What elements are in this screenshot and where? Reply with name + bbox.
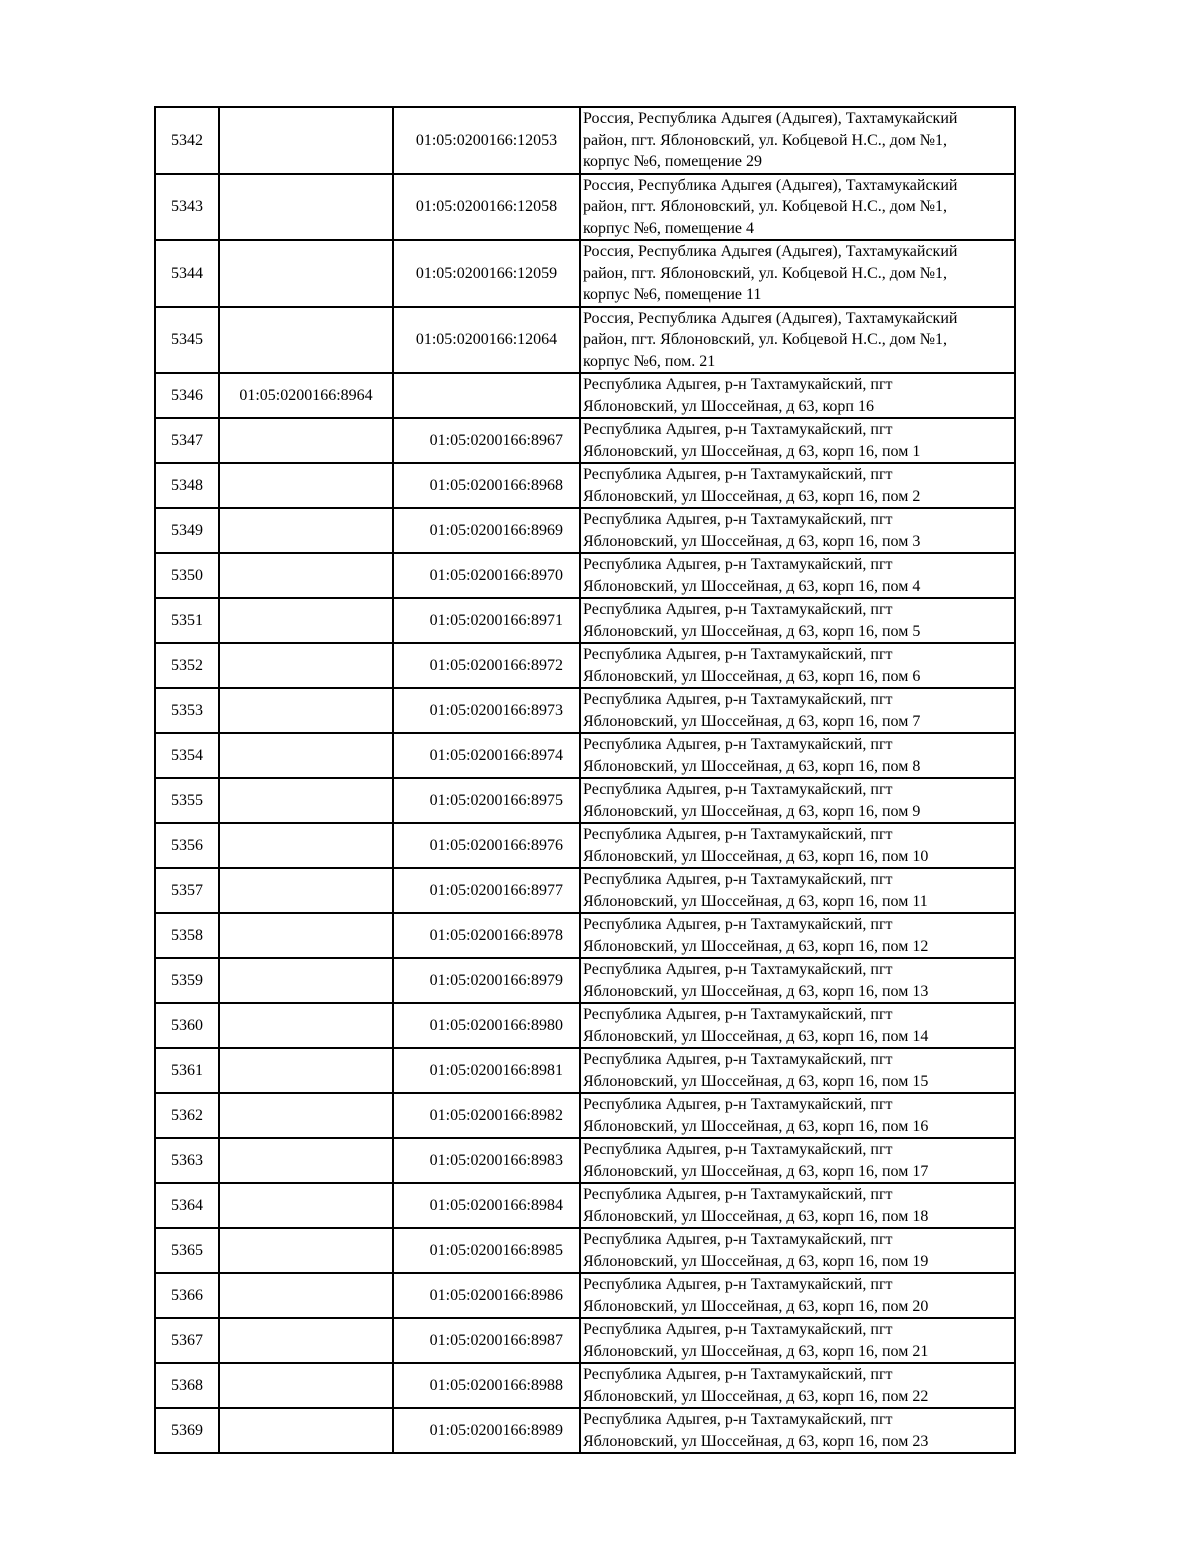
row-number: 5356 <box>155 823 219 868</box>
parcel-number <box>219 1318 393 1363</box>
table-row <box>155 1183 1015 1228</box>
address-line: корпус №6, пом. 21 <box>583 352 716 370</box>
table-row <box>155 463 1015 508</box>
address-line: Республика Адыгея, р-н Тахтамукайский, пгт <box>583 1411 893 1428</box>
address-cell <box>580 778 1015 823</box>
address-cell <box>580 1138 1015 1183</box>
address-line: район, пгт. Яблоновский, ул. Кобцевой Н.С., дом №1, <box>583 198 947 215</box>
address-line: Яблоновский, ул Шоссейная, д 63, корп 16, пом 23 <box>583 1432 929 1450</box>
address-line: район, пгт. Яблоновский, ул. Кобцевой Н.С., дом №1, <box>583 131 947 149</box>
address-line: Республика Адыгея, р-н Тахтамукайский, пгт <box>583 511 893 528</box>
row-number: 5343 <box>155 174 219 241</box>
parcel-number <box>219 508 393 553</box>
address-line: Республика Адыгея, р-н Тахтамукайский, пгт <box>583 1096 893 1113</box>
address-cell <box>580 1318 1015 1363</box>
address-line: Яблоновский, ул Шоссейная, д 63, корп 16, пом 3 <box>583 532 921 550</box>
parcel-number <box>219 1228 393 1273</box>
address-line: Республика Адыгея, р-н Тахтамукайский, пгт <box>583 1186 893 1203</box>
row-number: 5347 <box>155 418 219 463</box>
address-line: Яблоновский, ул Шоссейная, д 63, корп 16, пом 1 <box>583 442 921 460</box>
address-cell <box>580 1048 1015 1093</box>
cadastral-number: 01:05:0200166:8986 <box>393 1273 580 1318</box>
table-row <box>155 1228 1015 1273</box>
parcel-number <box>219 643 393 688</box>
table-row <box>155 553 1015 598</box>
address-line: Республика Адыгея, р-н Тахтамукайский, пгт <box>583 916 893 933</box>
address-cell <box>580 553 1015 598</box>
parcel-number <box>219 418 393 463</box>
cadastral-number: 01:05:0200166:12059 <box>393 240 580 307</box>
address-line: Яблоновский, ул Шоссейная, д 63, корп 16, пом 5 <box>583 622 921 640</box>
parcel-number <box>219 688 393 733</box>
address-line: Республика Адыгея, р-н Тахтамукайский, пгт <box>583 1141 893 1158</box>
cadastral-number: 01:05:0200166:8976 <box>393 823 580 868</box>
table-row <box>155 688 1015 733</box>
row-number: 5360 <box>155 1003 219 1048</box>
address-cell <box>580 418 1015 463</box>
address-cell <box>580 913 1015 958</box>
parcel-number <box>219 1048 393 1093</box>
address-line: Яблоновский, ул Шоссейная, д 63, корп 16, пом 20 <box>583 1297 929 1315</box>
row-number: 5348 <box>155 463 219 508</box>
table-row <box>155 1363 1015 1408</box>
cadastral-number: 01:05:0200166:8967 <box>393 418 580 463</box>
row-number: 5369 <box>155 1408 219 1453</box>
address-line: Яблоновский, ул Шоссейная, д 63, корп 16, пом 4 <box>583 577 921 595</box>
table-row <box>155 1093 1015 1138</box>
table-row <box>155 1408 1015 1453</box>
row-number: 5362 <box>155 1093 219 1138</box>
address-line: Яблоновский, ул Шоссейная, д 63, корп 16, пом 21 <box>583 1342 929 1360</box>
cadastral-number: 01:05:0200166:8982 <box>393 1093 580 1138</box>
address-line: Яблоновский, ул Шоссейная, д 63, корп 16, пом 8 <box>583 757 921 775</box>
cadastral-number <box>393 373 580 418</box>
parcel-number <box>219 1003 393 1048</box>
row-number: 5345 <box>155 307 219 374</box>
address-line: Яблоновский, ул Шоссейная, д 63, корп 16, пом 2 <box>583 487 921 505</box>
table-row <box>155 174 1015 241</box>
address-line: Яблоновский, ул Шоссейная, д 63, корп 16 <box>583 397 874 415</box>
row-number: 5354 <box>155 733 219 778</box>
cadastral-number: 01:05:0200166:12064 <box>393 307 580 374</box>
address-line: Республика Адыгея, р-н Тахтамукайский, пгт <box>583 556 893 573</box>
table-body <box>155 107 1015 1453</box>
address-line: район, пгт. Яблоновский, ул. Кобцевой Н.С., дом №1, <box>583 264 947 282</box>
cadastral-number: 01:05:0200166:8977 <box>393 868 580 913</box>
address-line: Яблоновский, ул Шоссейная, д 63, корп 16, пом 12 <box>583 937 929 955</box>
cadastral-number: 01:05:0200166:8972 <box>393 643 580 688</box>
address-cell <box>580 1228 1015 1273</box>
table-row <box>155 1138 1015 1183</box>
address-cell <box>580 1093 1015 1138</box>
cadastral-number: 01:05:0200166:8974 <box>393 733 580 778</box>
table-row <box>155 778 1015 823</box>
address-cell <box>580 463 1015 508</box>
parcel-number <box>219 553 393 598</box>
row-number: 5350 <box>155 553 219 598</box>
address-line: Россия, Республика Адыгея (Адыгея), Тахтамукайский <box>583 176 958 194</box>
cadastral-number: 01:05:0200166:8983 <box>393 1138 580 1183</box>
address-line: Республика Адыгея, р-н Тахтамукайский, пгт <box>583 691 893 708</box>
address-line: Республика Адыгея, р-н Тахтамукайский, пгт <box>583 1321 893 1338</box>
address-cell <box>580 733 1015 778</box>
row-number: 5363 <box>155 1138 219 1183</box>
address-cell <box>580 1003 1015 1048</box>
address-line: Республика Адыгея, р-н Тахтамукайский, пгт <box>583 1051 893 1068</box>
parcel-number <box>219 107 393 174</box>
property-table <box>154 106 1016 1454</box>
address-line: корпус №6, помещение 4 <box>583 219 755 237</box>
address-line: Республика Адыгея, р-н Тахтамукайский, пгт <box>583 376 893 393</box>
row-number: 5368 <box>155 1363 219 1408</box>
address-cell <box>580 1183 1015 1228</box>
address-cell <box>580 107 1015 174</box>
table-row <box>155 643 1015 688</box>
address-line: корпус №6, помещение 11 <box>583 286 762 303</box>
address-line: Республика Адыгея, р-н Тахтамукайский, пгт <box>583 421 893 438</box>
row-number: 5353 <box>155 688 219 733</box>
address-line: Республика Адыгея, р-н Тахтамукайский, пгт <box>583 961 893 978</box>
parcel-number <box>219 958 393 1003</box>
address-line: район, пгт. Яблоновский, ул. Кобцевой Н.С., дом №1, <box>583 331 947 348</box>
address-cell <box>580 307 1015 374</box>
address-line: Республика Адыгея, р-н Тахтамукайский, пгт <box>583 1006 893 1023</box>
parcel-number <box>219 1273 393 1318</box>
table-row <box>155 1318 1015 1363</box>
row-number: 5359 <box>155 958 219 1003</box>
row-number: 5349 <box>155 508 219 553</box>
table-row <box>155 418 1015 463</box>
address-cell <box>580 1408 1015 1453</box>
cadastral-number: 01:05:0200166:8987 <box>393 1318 580 1363</box>
table-row <box>155 107 1015 174</box>
parcel-number <box>219 174 393 241</box>
address-line: Яблоновский, ул Шоссейная, д 63, корп 16, пом 10 <box>583 847 929 865</box>
address-line: Республика Адыгея, р-н Тахтамукайский, пгт <box>583 781 893 798</box>
cadastral-number: 01:05:0200166:12058 <box>393 174 580 241</box>
address-cell <box>580 868 1015 913</box>
table-row <box>155 958 1015 1003</box>
parcel-number <box>219 1363 393 1408</box>
address-line: Республика Адыгея, р-н Тахтамукайский, пгт <box>583 466 893 483</box>
row-number: 5366 <box>155 1273 219 1318</box>
table-row <box>155 823 1015 868</box>
address-line: Яблоновский, ул Шоссейная, д 63, корп 16, пом 19 <box>583 1252 929 1270</box>
parcel-number <box>219 1183 393 1228</box>
table-row <box>155 598 1015 643</box>
address-line: Яблоновский, ул Шоссейная, д 63, корп 16, пом 17 <box>583 1162 929 1180</box>
row-number: 5367 <box>155 1318 219 1363</box>
parcel-number <box>219 307 393 374</box>
address-line: Республика Адыгея, р-н Тахтамукайский, пгт <box>583 871 893 888</box>
address-line: Яблоновский, ул Шоссейная, д 63, корп 16, пом 11 <box>583 892 928 910</box>
address-line: Республика Адыгея, р-н Тахтамукайский, пгт <box>583 1276 893 1293</box>
cadastral-number: 01:05:0200166:8968 <box>393 463 580 508</box>
cadastral-number: 01:05:0200166:8975 <box>393 778 580 823</box>
address-line: Яблоновский, ул Шоссейная, д 63, корп 16, пом 16 <box>583 1117 929 1135</box>
parcel-number <box>219 463 393 508</box>
address-cell <box>580 1273 1015 1318</box>
address-line: Яблоновский, ул Шоссейная, д 63, корп 16, пом 15 <box>583 1072 929 1090</box>
parcel-number <box>219 733 393 778</box>
address-line: Россия, Республика Адыгея (Адыгея), Тахтамукайский <box>583 110 958 127</box>
address-line: Яблоновский, ул Шоссейная, д 63, корп 16, пом 7 <box>583 712 921 730</box>
address-cell <box>580 174 1015 241</box>
parcel-number <box>219 913 393 958</box>
address-line: Россия, Республика Адыгея (Адыгея), Тахтамукайский <box>583 309 958 327</box>
address-line: корпус №6, помещение 29 <box>583 153 763 170</box>
table-row <box>155 508 1015 553</box>
address-cell <box>580 598 1015 643</box>
parcel-number <box>219 868 393 913</box>
address-line: Республика Адыгея, р-н Тахтамукайский, пгт <box>583 736 893 753</box>
address-line: Республика Адыгея, р-н Тахтамукайский, пгт <box>583 1366 893 1383</box>
table-row <box>155 373 1015 418</box>
parcel-number <box>219 823 393 868</box>
cadastral-number: 01:05:0200166:8973 <box>393 688 580 733</box>
cadastral-number: 01:05:0200166:12053 <box>393 107 580 174</box>
cadastral-number: 01:05:0200166:8978 <box>393 913 580 958</box>
address-cell <box>580 688 1015 733</box>
cadastral-number: 01:05:0200166:8969 <box>393 508 580 553</box>
parcel-number <box>219 240 393 307</box>
address-line: Яблоновский, ул Шоссейная, д 63, корп 16, пом 6 <box>583 667 921 685</box>
row-number: 5358 <box>155 913 219 958</box>
table-row <box>155 868 1015 913</box>
row-number: 5361 <box>155 1048 219 1093</box>
address-line: Яблоновский, ул Шоссейная, д 63, корп 16, пом 9 <box>583 802 921 820</box>
parcel-number <box>219 778 393 823</box>
address-line: Республика Адыгея, р-н Тахтамукайский, пгт <box>583 646 893 663</box>
address-line: Россия, Республика Адыгея (Адыгея), Тахтамукайский <box>583 243 958 260</box>
address-cell <box>580 643 1015 688</box>
address-cell <box>580 958 1015 1003</box>
parcel-number <box>219 1408 393 1453</box>
table-row <box>155 1048 1015 1093</box>
row-number: 5364 <box>155 1183 219 1228</box>
row-number: 5351 <box>155 598 219 643</box>
address-line: Республика Адыгея, р-н Тахтамукайский, пгт <box>583 826 893 843</box>
row-number: 5365 <box>155 1228 219 1273</box>
table-row <box>155 1003 1015 1048</box>
address-line: Яблоновский, ул Шоссейная, д 63, корп 16, пом 18 <box>583 1207 929 1225</box>
table-row <box>155 307 1015 374</box>
address-line: Яблоновский, ул Шоссейная, д 63, корп 16, пом 13 <box>583 982 929 1000</box>
table-row <box>155 733 1015 778</box>
row-number: 5344 <box>155 240 219 307</box>
table-row <box>155 1273 1015 1318</box>
address-line: Яблоновский, ул Шоссейная, д 63, корп 16, пом 22 <box>583 1387 929 1405</box>
address-cell <box>580 373 1015 418</box>
address-cell <box>580 240 1015 307</box>
row-number: 5346 <box>155 373 219 418</box>
cadastral-number: 01:05:0200166:8970 <box>393 553 580 598</box>
cadastral-number: 01:05:0200166:8981 <box>393 1048 580 1093</box>
parcel-number <box>219 1093 393 1138</box>
cadastral-number: 01:05:0200166:8980 <box>393 1003 580 1048</box>
cadastral-number: 01:05:0200166:8979 <box>393 958 580 1003</box>
cadastral-number: 01:05:0200166:8971 <box>393 598 580 643</box>
address-line: Республика Адыгея, р-н Тахтамукайский, пгт <box>583 1231 893 1248</box>
parcel-number <box>219 1138 393 1183</box>
parcel-number: 01:05:0200166:8964 <box>219 373 393 418</box>
parcel-number <box>219 598 393 643</box>
row-number: 5352 <box>155 643 219 688</box>
cadastral-number: 01:05:0200166:8989 <box>393 1408 580 1453</box>
row-number: 5357 <box>155 868 219 913</box>
address-line: Республика Адыгея, р-н Тахтамукайский, пгт <box>583 601 893 618</box>
address-line: Яблоновский, ул Шоссейная, д 63, корп 16, пом 14 <box>583 1027 929 1045</box>
row-number: 5342 <box>155 107 219 174</box>
cadastral-number: 01:05:0200166:8985 <box>393 1228 580 1273</box>
address-cell <box>580 1363 1015 1408</box>
table-row <box>155 240 1015 307</box>
row-number: 5355 <box>155 778 219 823</box>
table-row <box>155 913 1015 958</box>
cadastral-number: 01:05:0200166:8984 <box>393 1183 580 1228</box>
address-cell <box>580 508 1015 553</box>
address-cell <box>580 823 1015 868</box>
cadastral-number: 01:05:0200166:8988 <box>393 1363 580 1408</box>
